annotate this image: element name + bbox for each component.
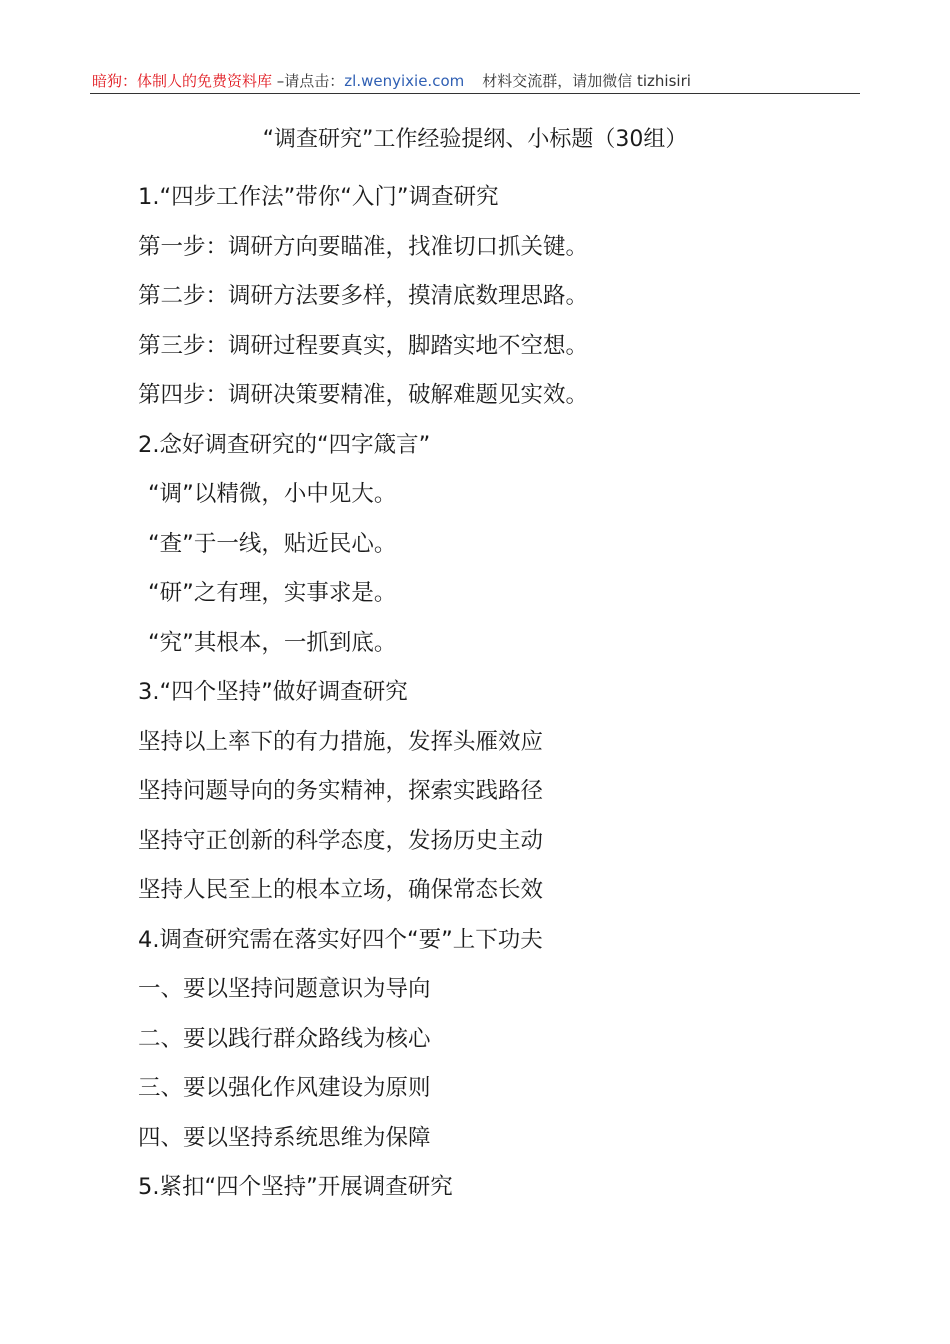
list-item: 坚持以上率下的有力措施，发挥头雁效应 <box>138 728 544 755</box>
list-item: 坚持人民至上的根本立场，确保常态长效 <box>138 877 544 903</box>
header-brand: 暗狗：体制人的免费资料库 <box>92 72 273 90</box>
header-group-note: 材料交流群，请加微信 tizhisiri <box>482 72 691 90</box>
list-item: 第四步：调研决策要精准，破解难题见实效。 <box>138 382 589 408</box>
list-item: 第一步：调研方向要瞄准，找准切口抓关键。 <box>138 233 589 260</box>
list-item: “调”以精微，小中见大。 <box>148 481 397 507</box>
list-item: “究”其根本，一抓到底。 <box>148 629 397 656</box>
header-divider <box>90 93 860 94</box>
list-item: 第三步：调研过程要真实，脚踏实地不空想。 <box>138 332 589 359</box>
list-item: “研”之有理，实事求是。 <box>148 580 397 606</box>
list-item: 坚持问题导向的务实精神，探索实践路径 <box>138 778 544 804</box>
section-heading: 1.“四步工作法”带你“入门”调查研究 <box>138 184 499 210</box>
section-heading: 4.调查研究需在落实好四个“要”上下功夫 <box>138 926 543 953</box>
list-item: 四、要以坚持系统思维为保障 <box>138 1124 431 1151</box>
document-body <box>138 177 858 1217</box>
page-header <box>92 68 858 94</box>
section-heading: 3.“四个坚持”做好调查研究 <box>138 679 408 705</box>
section-heading: 5.紧扣“四个坚持”开展调查研究 <box>138 1174 453 1200</box>
list-item: 第二步：调研方法要多样，摸清底数理思路。 <box>138 283 589 309</box>
list-item: 坚持守正创新的科学态度，发扬历史主动 <box>138 827 544 854</box>
document-title: “调查研究”工作经验提纲、小标题（30组） <box>262 127 688 152</box>
list-item: “查”于一线，贴近民心。 <box>148 530 397 557</box>
header-prompt: –请点击： <box>272 72 345 90</box>
list-item: 一、要以坚持问题意识为导向 <box>138 976 431 1002</box>
list-item: 三、要以强化作风建设为原则 <box>138 1075 431 1101</box>
section-heading: 2.念好调查研究的“四字箴言” <box>138 431 431 458</box>
list-item: 二、要以践行群众路线为核心 <box>138 1025 431 1052</box>
header-link[interactable]: zl.wenyixie.com <box>344 72 465 90</box>
